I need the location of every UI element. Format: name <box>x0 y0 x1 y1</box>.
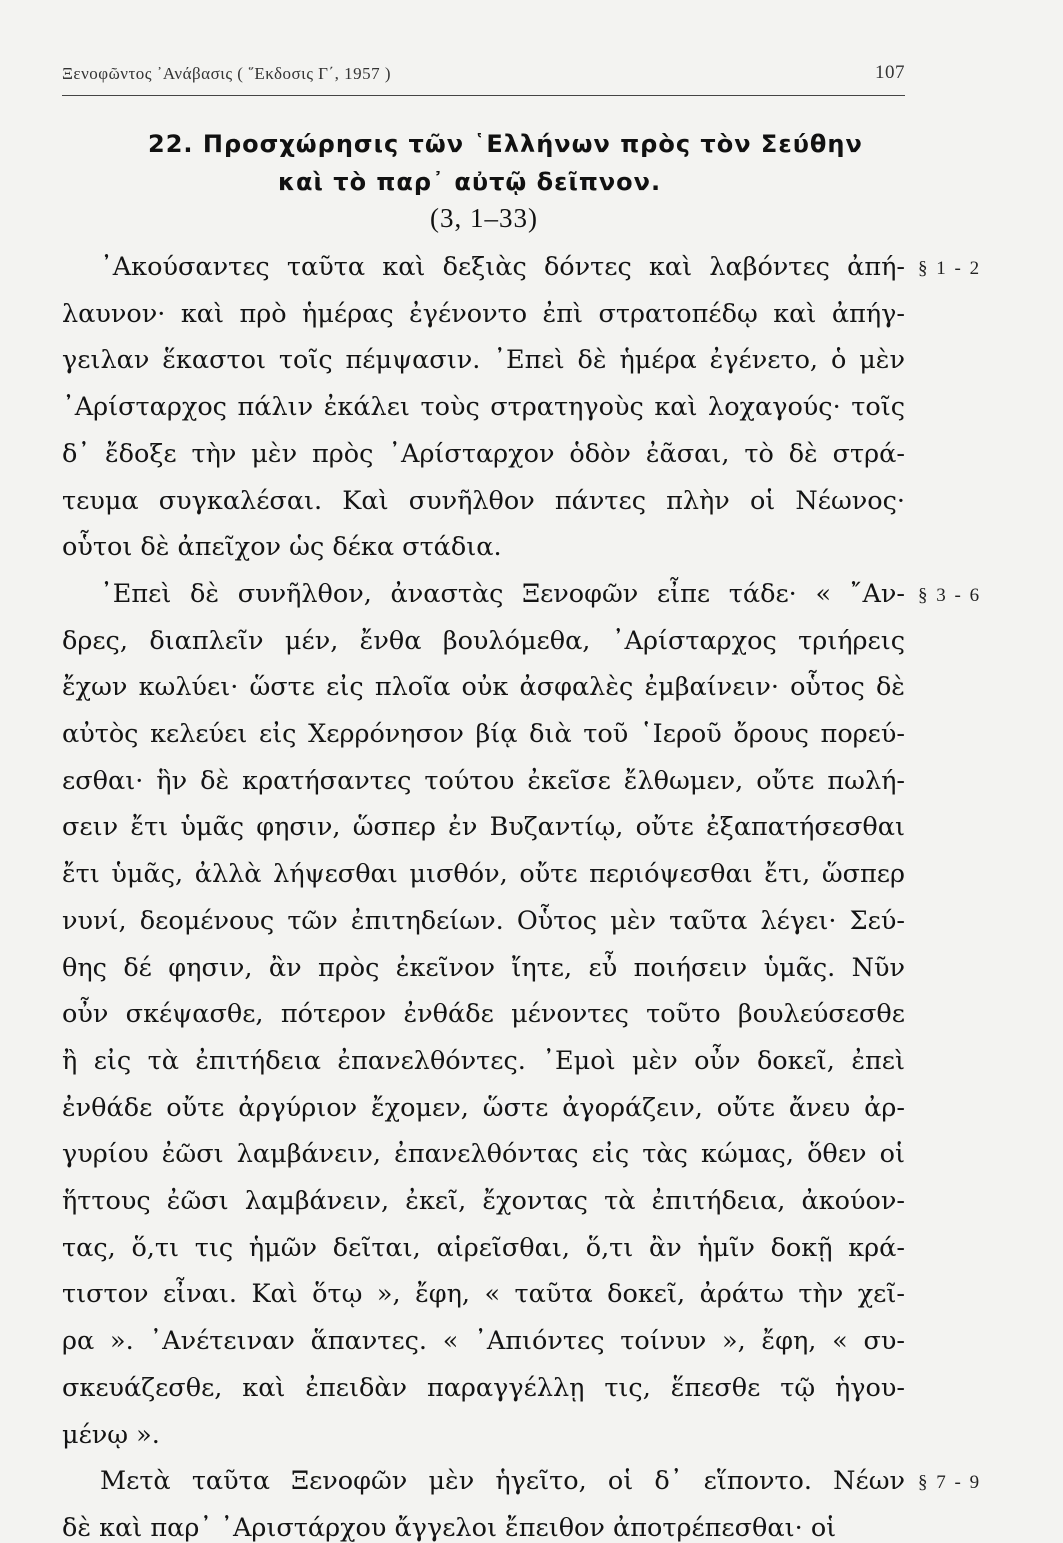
text-line: ἔτι ὑμᾶς, ἀλλὰ λήψεσθαι μισθόν, οὔτε περιόψεσθαι ἔτι, ὥσπερ <box>62 859 905 890</box>
text-line: ἐνθάδε οὔτε ἀργύριον ἔχομεν, ὥστε ἀγοράζειν, οὔτε ἄνευ ἀρ- <box>62 1092 905 1123</box>
running-head <box>62 60 905 88</box>
text-line: αὐτὸς κελεύει εἰς Χερρόνησον βίᾳ διὰ τοῦ ῾Ιεροῦ ὄρους πορεύ- <box>62 719 905 749</box>
text-line: σκευάζεσθε, καὶ ἐπειδὰν παραγγέλλῃ τις, ἕπεσθε τῷ ἡγου- <box>62 1372 905 1403</box>
chapter-reference: (3, 1–33) <box>430 203 538 233</box>
text-line: σειν ἔτι ὑμᾶς φησιν, ὥσπερ ἐν Βυζαντίῳ, οὔτε ἐξαπατήσεσθαι <box>62 812 905 843</box>
text-line: ἢ εἰς τὰ ἐπιτήδεια ἐπανελθόντες. ᾿Εμοὶ μὲν οὖν δοκεῖ, ἐπεὶ <box>62 1045 905 1076</box>
chapter-heading-line-1: 22. Προσχώρησις τῶν ῾Ελλήνων πρὸς τὸν Σεύθην <box>148 130 863 158</box>
text-line: νυνί, δεομένους τῶν ἐπιτηδείων. Οὗτος μὲν ταῦτα λέγει· Σεύ- <box>62 905 905 936</box>
text-line: δὲ καὶ παρ᾿ ᾿Αριστάρχου ἄγγελοι ἔπειθον ἀποτρέπεσθαι· οἱ <box>62 1512 837 1543</box>
margin-section-reference: § 3 - 6 <box>918 584 982 606</box>
text-line: τιστον εἶναι. Καὶ ὅτῳ », ἔφη, « ταῦτα δοκεῖ, ἀράτω τὴν χεῖ- <box>62 1279 905 1310</box>
text-line: θης δέ φησιν, ἂν πρὸς ἐκεῖνον ἴητε, εὖ ποιήσειν ὑμᾶς. Νῦν <box>62 952 905 983</box>
text-line: ᾿Ακούσαντες ταῦτα καὶ δεξιὰς δόντες καὶ λαβόντες ἀπή- <box>100 252 905 282</box>
chapter-heading-line-2: καὶ τὸ παρ᾿ αὐτῷ δεῖπνον. <box>278 168 662 196</box>
text-line: λαυνον· καὶ πρὸ ἡμέρας ἐγένοντο ἐπὶ στρατοπέδῳ καὶ ἀπήγ- <box>62 298 905 329</box>
text-line: γυρίου ἐῶσι λαμβάνειν, ἐπανελθόντας εἰς τὰς κώμας, ὅθεν οἱ <box>62 1139 905 1170</box>
text-line: ἔχων κωλύει· ὥστε εἰς πλοῖα οὐκ ἀσφαλὲς ἐμβαίνειν· οὗτος δὲ <box>62 672 905 703</box>
page-number: 107 <box>875 62 905 83</box>
text-line: ᾿Επεὶ δὲ συνῆλθον, ἀναστὰς Ξενοφῶν εἶπε τάδε· « ῎Αν- <box>100 578 905 609</box>
running-head-title: Ξενοφῶντος ᾿Ανάβασις ( ῞Εκδοσις Γ΄, 1957 ) <box>62 64 392 83</box>
margin-section-reference: § 7 - 9 <box>918 1472 982 1494</box>
text-line: ἥττους ἐῶσι λαμβάνειν, ἐκεῖ, ἔχοντας τὰ ἐπιτήδεια, ἀκούον- <box>62 1186 905 1216</box>
text-line: δρες, διαπλεῖν μέν, ἔνθα βουλόμεθα, ᾿Αρίσταρχος τριήρεις <box>62 625 905 656</box>
text-line: δ᾿ ἔδοξε τὴν μὲν πρὸς ᾿Αρίσταρχον ὁδὸν ἐᾶσαι, τὸ δὲ στρά- <box>62 438 905 469</box>
text-line: τευμα συγκαλέσαι. Καὶ συνῆλθον πάντες πλὴν οἱ Νέωνος· <box>62 485 905 516</box>
text-line: ᾿Αρίσταρχος πάλιν ἐκάλει τοὺς στρατηγοὺς καὶ λοχαγούς· τοῖς <box>62 392 905 423</box>
text-line: μένῳ ». <box>62 1419 160 1450</box>
margin-section-reference: § 1 - 2 <box>918 258 982 279</box>
text-line: τας, ὅ,τι τις ἡμῶν δεῖται, αἱρεῖσθαι, ὅ,τι ἂν ἡμῖν δοκῇ κρά- <box>62 1232 905 1263</box>
text-line: εσθαι· ἣν δὲ κρατήσαντες τούτου ἐκεῖσε ἔλθωμεν, οὔτε πωλή- <box>62 765 905 796</box>
header-rule <box>62 95 905 96</box>
text-line: Μετὰ ταῦτα Ξενοφῶν μὲν ἡγεῖτο, οἱ δ᾿ εἵποντο. Νέων <box>100 1466 905 1497</box>
text-line: ρα ». ᾿Ανέτειναν ἅπαντες. « ᾿Απιόντες τοίνυν », ἔφη, « συ- <box>62 1326 905 1357</box>
text-line: γειλαν ἕκαστοι τοῖς πέμψασιν. ᾿Επεὶ δὲ ἡμέρα ἐγένετο, ὁ μὲν <box>62 345 905 376</box>
text-line: οὗτοι δὲ ἀπεῖχον ὡς δέκα στάδια. <box>62 532 502 563</box>
text-line: οὖν σκέψασθε, πότερον ἐνθάδε μένοντες τοῦτο βουλεύσεσθε <box>62 999 905 1030</box>
